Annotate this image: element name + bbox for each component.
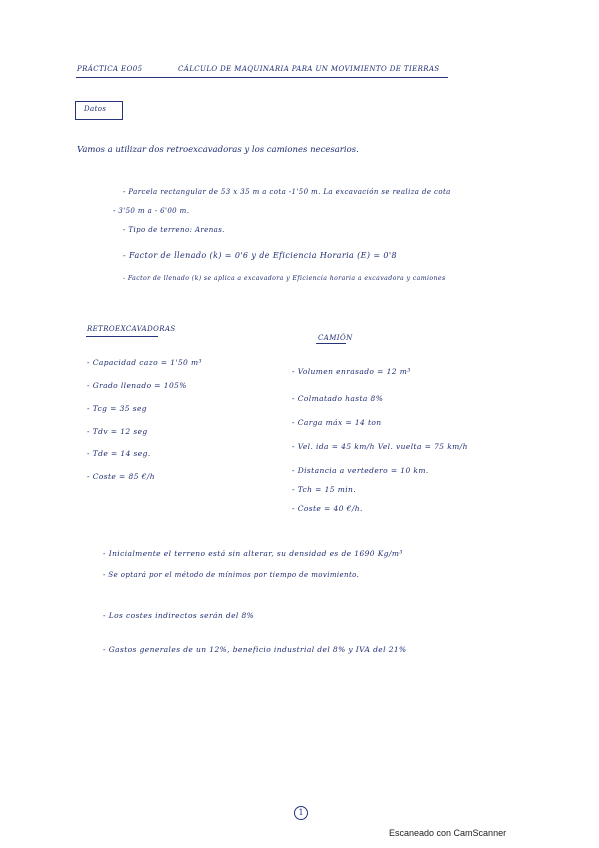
page-title: CÁLCULO DE MAQUINARIA PARA UN MOVIMIENTO DE TIERRAS	[178, 65, 440, 73]
camion-item: - Coste = 40 €/h.	[292, 504, 363, 513]
camion-item: - Carga máx = 14 ton	[292, 418, 382, 427]
datos-box	[75, 101, 123, 120]
camion-heading-underline	[316, 343, 346, 344]
list-item: - Parcela rectangular de 53 x 35 m a cota -1'50 m. La excavación se realiza de cota	[123, 188, 451, 196]
retro-item: - Tde = 14 seg.	[87, 449, 151, 458]
list-item: - Gastos generales de un 12%, beneficio industrial del 8% y IVA del 21%	[103, 645, 407, 654]
retro-item: - Coste = 85 €/h	[87, 472, 155, 481]
retro-item: - Tdv = 12 seg	[87, 427, 148, 436]
retro-heading-underline	[86, 336, 158, 337]
camion-item: - Distancia a vertedero = 10 km.	[292, 466, 429, 475]
camion-item: - Tch = 15 min.	[292, 485, 357, 494]
list-item: - Factor de llenado (k) = 0'6 y de Eficiencia Horaria (E) = 0'8	[123, 251, 397, 260]
retro-item: - Grado llenado = 105%	[87, 381, 187, 390]
camion-item: - Vel. ida = 45 km/h Vel. vuelta = 75 km/h	[292, 442, 468, 451]
list-item: - Factor de llenado (k) se aplica a excavadora y Eficiencia horaria a excavadora y camiones	[123, 275, 446, 282]
camion-item: - Colmatado hasta 8%	[292, 394, 384, 403]
camion-item: - Volumen enrasado = 12 m³	[292, 367, 411, 376]
retro-item: - Tcg = 35 seg	[87, 404, 148, 413]
intro-text: Vamos a utilizar dos retroexcavadoras y los camiones necesarios.	[77, 145, 359, 155]
scanner-watermark: Escaneado con CamScanner	[389, 828, 507, 838]
list-item: - Se optará por el método de mínimos por tiempo de movimiento.	[103, 571, 360, 579]
list-item: - Tipo de terreno: Arenas.	[123, 226, 225, 234]
practice-label: PRÁCTICA EO05	[77, 65, 143, 73]
retro-heading: RETROEXCAVADORAS	[87, 325, 176, 333]
camion-heading: CAMIÓN	[318, 334, 353, 342]
list-item: - 3'50 m a - 6'00 m.	[113, 207, 190, 215]
list-item: - Los costes indirectos serán del 8%	[103, 611, 255, 620]
title-underline	[76, 77, 448, 78]
datos-label: Datos	[84, 105, 107, 113]
list-item: - Inicialmente el terreno está sin alterar, su densidad es de 1690 Kg/m³	[103, 549, 403, 558]
retro-item: - Capacidad cazo = 1'50 m³	[87, 358, 202, 367]
page-number: 1	[294, 806, 308, 820]
